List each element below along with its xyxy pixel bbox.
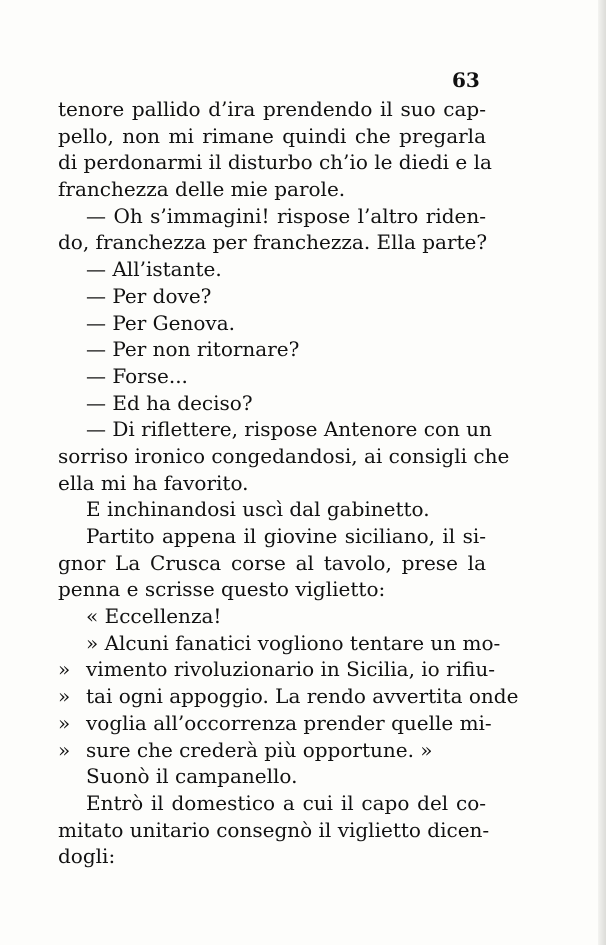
guillemet-mark: »: [58, 684, 71, 709]
text-line: Entrò il domestico a cui il capo del co-: [86, 790, 486, 815]
text-line: — Forse...: [86, 363, 188, 388]
text-line: sorriso ironico congedandosi, ai consigli che: [58, 443, 510, 468]
closing-block: [58, 763, 490, 870]
text-line: — Di riflettere, rispose Antenore con un: [86, 417, 492, 442]
text-line: do, franchezza per franchezza. Ella parte?: [58, 230, 488, 255]
letter-block: [58, 603, 519, 763]
text-line: — Per non ritornare?: [86, 337, 300, 362]
page-number: 63: [452, 68, 480, 92]
text-line: franchezza delle mie parole.: [58, 177, 346, 202]
letter-line: [58, 656, 496, 683]
text-line: pello, non mi rimane quindi che pregarla: [58, 123, 486, 148]
letter-line-text: tai ogni appoggio. La rendo avvertita onde: [86, 684, 519, 709]
letter-line-text: vimento rivoluzionario in Sicilia, io rifiu-: [86, 657, 496, 682]
text-line: — All’istante.: [86, 257, 222, 282]
page-edge-shadow: [598, 0, 606, 945]
text-line: — Oh s’immagini! rispose l’altro riden-: [86, 203, 486, 228]
letter-line: [58, 683, 519, 710]
letter-line-text: » Alcuni fanatici vogliono tentare un mo-: [86, 630, 501, 655]
guillemet-mark: »: [58, 737, 71, 762]
text-line: Partito appena il giovine siciliano, il si-: [86, 524, 486, 548]
narrative-block: [58, 96, 510, 603]
guillemet-mark: »: [58, 710, 71, 735]
text-line: di perdonarmi il disturbo ch’io le diedi e la: [58, 150, 492, 175]
letter-line: [58, 737, 486, 764]
text-line: gnor La Crusca corse al tavolo, prese la: [58, 550, 486, 575]
text-line: Suonò il campanello.: [86, 764, 298, 789]
text-line: — Per Genova.: [86, 310, 235, 335]
letter-line-text: voglia all’occorrenza prender quelle mi-: [86, 710, 492, 735]
text-line: dogli:: [58, 844, 116, 869]
text-line: mitato unitario consegnò il viglietto dicen-: [58, 817, 490, 842]
text-line: ella mi ha favorito.: [58, 470, 249, 495]
text-line: tenore pallido d’ira prendendo il suo cap-: [58, 97, 486, 121]
letter-line: [58, 603, 486, 630]
text-line: E inchinandosi uscì dal gabinetto.: [86, 497, 430, 522]
text-line: — Per dove?: [86, 283, 212, 308]
text-line: — Ed ha deciso?: [86, 390, 253, 415]
letter-line: [58, 710, 492, 737]
guillemet-mark: »: [58, 657, 71, 682]
body-text: [58, 96, 519, 870]
text-line: penna e scrisse questo viglietto:: [58, 577, 386, 602]
letter-line-text: sure che crederà più opportune. »: [86, 737, 433, 762]
letter-line: [58, 630, 501, 657]
letter-line-text: « Eccellenza!: [86, 604, 222, 629]
